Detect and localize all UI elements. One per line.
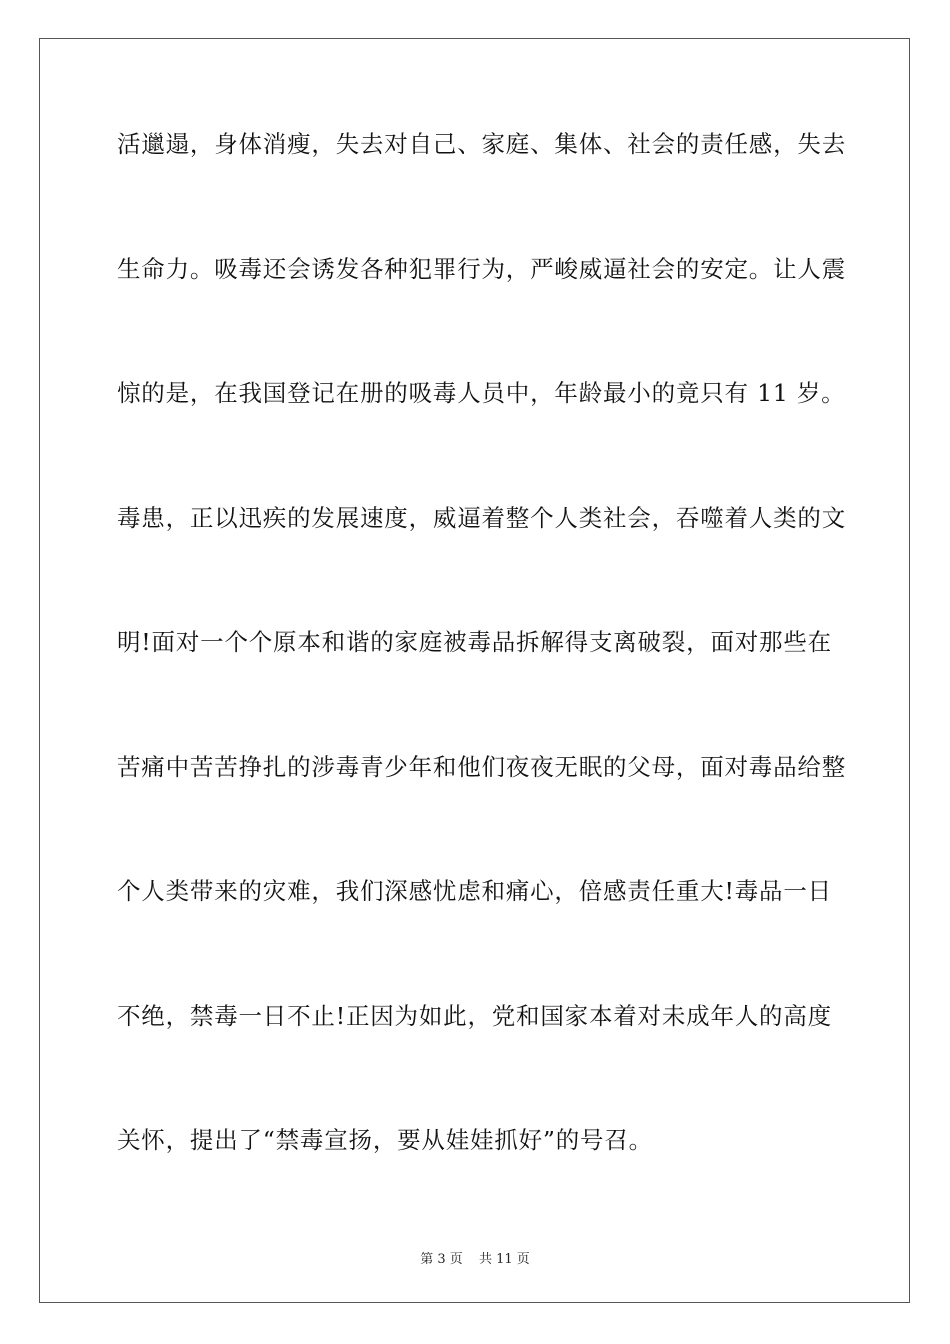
text-line: 不绝，禁毒一日不止!正因为如此，党和国家本着对未成年人的高度 — [117, 1001, 832, 1030]
text-line: 生命力。吸毒还会诱发各种犯罪行为，严峻威逼社会的安定。让人震 — [117, 254, 846, 283]
text-line: 苦痛中苦苦挣扎的涉毒青少年和他们夜夜无眠的父母，面对毒品给整 — [117, 752, 846, 781]
page-number: 第 3 页 — [420, 1252, 463, 1267]
text-line: 惊的是，在我国登记在册的吸毒人员中，年龄最小的竟只有 11 岁。 — [117, 379, 846, 407]
text-line: 个人类带来的灾难，我们深感忧虑和痛心，倍感责任重大!毒品一日 — [117, 877, 832, 905]
text-line: 毒患，正以迅疾的发展速度，威逼着整个人类社会，吞噬着人类的文 — [117, 503, 846, 532]
document-body — [117, 124, 846, 1245]
text-line: 活邋遢，身体消瘦，失去对自己、家庭、集体、社会的责任感，失去 — [117, 130, 846, 158]
text-line: 明!面对一个个原本和谐的家庭被毒品拆解得支离破裂，面对那些在 — [117, 628, 832, 656]
page-total: 共 11 页 — [478, 1252, 530, 1267]
page-footer — [0, 1248, 950, 1267]
text-line: 关怀，提出了“禁毒宣扬，要从娃娃抓好”的号召。 — [117, 1126, 653, 1154]
